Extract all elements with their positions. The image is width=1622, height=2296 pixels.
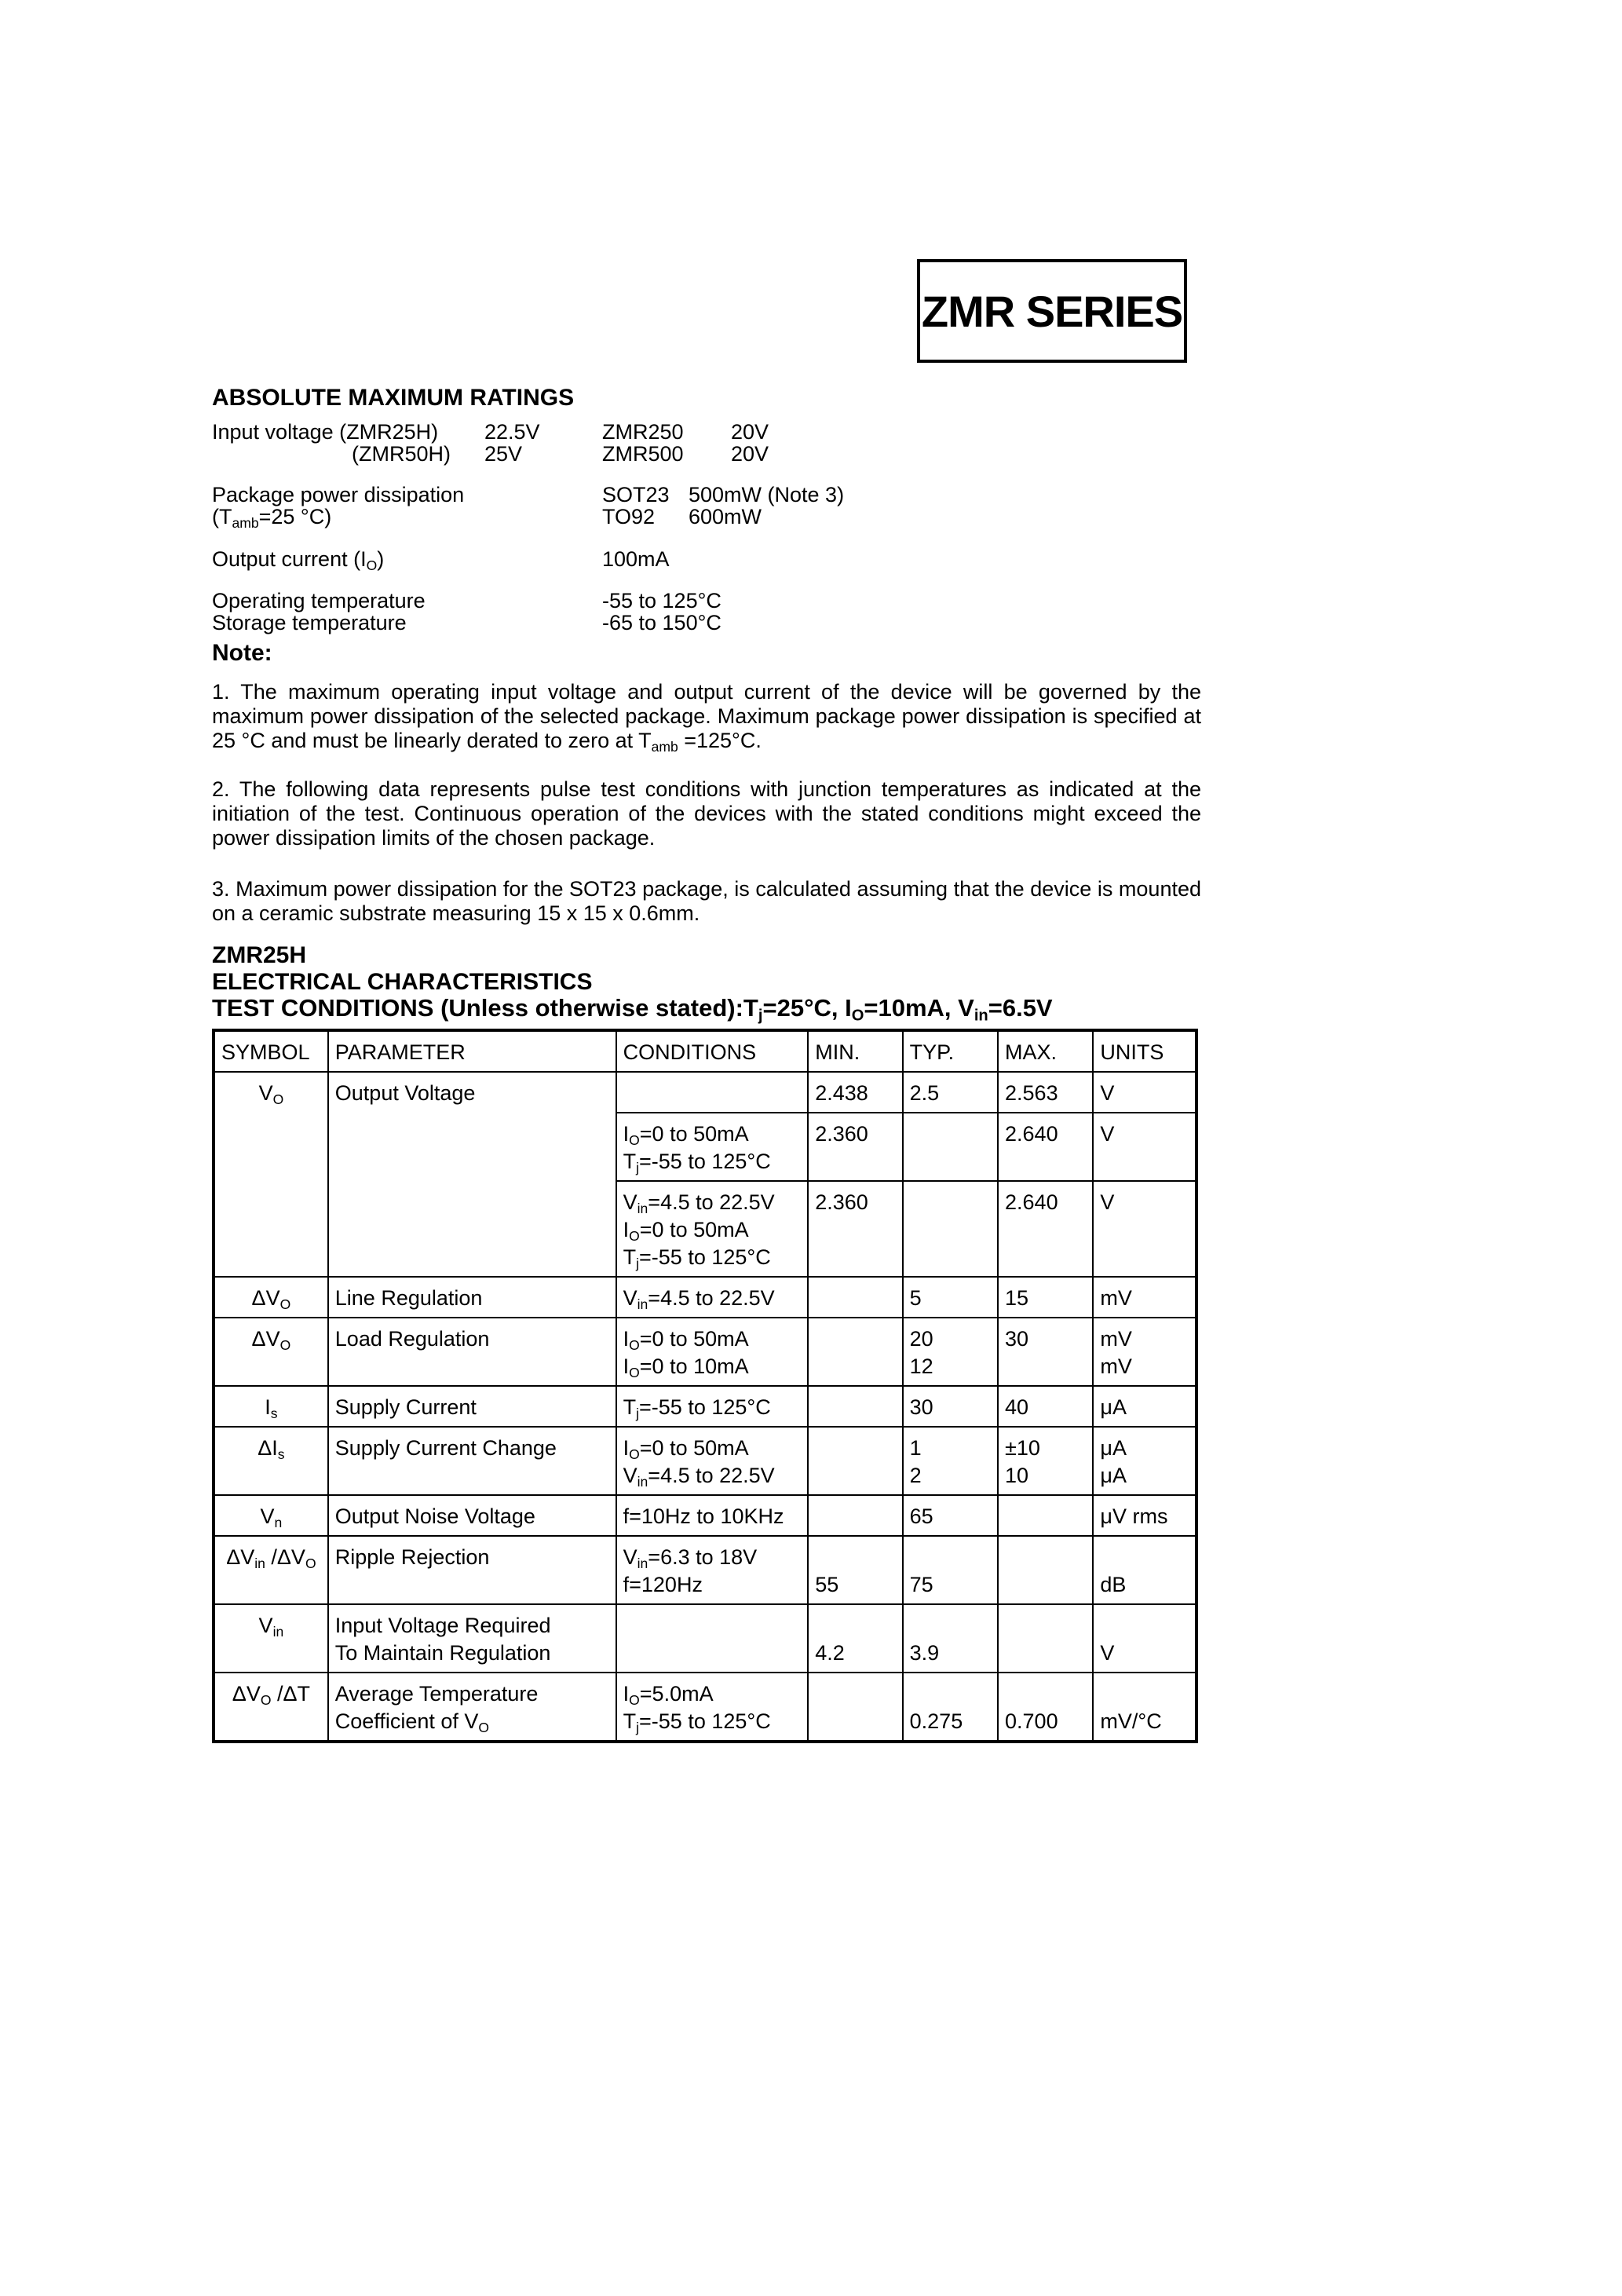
ec-table [212,1029,1198,1743]
min-cell: 4.2 [808,1604,902,1673]
unit-cell: μA μA [1093,1427,1196,1495]
abs-max-heading: ABSOLUTE MAXIMUM RATINGS [212,385,575,411]
table-row [214,1277,1196,1318]
min-cell: 2.438 [808,1072,902,1113]
max-cell: 2.640 [998,1113,1093,1181]
min-cell [808,1495,902,1536]
zmr500-value: 20V [731,442,769,466]
pkg-power-label: Package power dissipation [212,483,465,506]
col-symbol: SYMBOL [214,1030,328,1072]
to92-label: TO92 [602,505,656,528]
table-row [214,1495,1196,1536]
col-conditions: CONDITIONS [616,1030,809,1072]
typ-cell: 1 2 [903,1427,998,1495]
sot23-value: 500mW (Note 3) [689,483,845,506]
unit-cell: mV mV [1093,1318,1196,1386]
ec-heading: ELECTRICAL CHARACTERISTICS [212,969,593,995]
parameter-cell: Output Voltage [328,1072,616,1277]
conditions-cell: f=10Hz to 10KHz [616,1495,809,1536]
conditions-cell: $I_O=0$ to 50mA $T_j=-55$ to 125°C [616,1113,809,1181]
storage-temp-label: Storage temperature [212,611,407,634]
max-cell: 40 [998,1386,1093,1427]
unit-cell: V [1093,1604,1196,1673]
parameter-cell: Supply Current Change [328,1427,616,1495]
symbol-cell: $\Delta V_O$ [214,1277,328,1318]
typ-cell: 75 [903,1536,998,1604]
conditions-cell [616,1072,809,1113]
table-row [214,1072,1196,1113]
typ-cell: 3.9 [903,1604,998,1673]
min-cell: 2.360 [808,1113,902,1181]
typ-cell: 30 [903,1386,998,1427]
test-conditions: TEST CONDITIONS (Unless otherwise $stated):T_j=25^\circ C$, $I_O=10mA$, $V_{in}=6.5V$ [212,994,1053,1025]
col-parameter: PARAMETER [328,1030,616,1072]
col-typ: TYP. [903,1030,998,1072]
table-row [214,1673,1196,1742]
symbol-cell: $V_n$ [214,1495,328,1536]
min-cell: 2.360 [808,1181,902,1277]
min-cell [808,1277,902,1318]
unit-cell: mV [1093,1277,1196,1318]
series-title: ZMR SERIES [921,286,1183,336]
conditions-cell: $V_{in}=6.3$ to 18V f=120Hz [616,1536,809,1604]
input-voltage-zmr25h-value: 22.5V [484,420,540,444]
note-3: 3. Maximum power dissipation for the SOT23 package, is calculated assuming that the device is mounted on a ceramic substrate measuring 15 x 15 x 0.6mm. [212,877,1201,925]
conditions-cell: $V_{in}=4.5$ to 22.5V [616,1277,809,1318]
col-min: MIN. [808,1030,902,1072]
max-cell: 0.700 [998,1673,1093,1742]
zmr50h-value: 25V [484,442,523,466]
parameter-cell: Load Regulation [328,1318,616,1386]
max-cell [998,1604,1093,1673]
table-row [214,1318,1196,1386]
typ-cell: 65 [903,1495,998,1536]
max-cell: ±10 10 [998,1427,1093,1495]
max-cell [998,1536,1093,1604]
conditions-cell [616,1604,809,1673]
zmr250-value: 20V [731,420,769,444]
min-cell [808,1318,902,1386]
sot23-label: SOT23 [602,483,670,506]
unit-cell: V [1093,1181,1196,1277]
unit-cell: V [1093,1113,1196,1181]
typ-cell [903,1113,998,1181]
table-row [214,1604,1196,1673]
max-cell [998,1495,1093,1536]
symbol-cell: $\Delta V_{in}$ $/\Delta V_O$ [214,1536,328,1604]
to92-value: 600mW [689,505,762,528]
col-max: MAX. [998,1030,1093,1072]
conditions-cell: $I_O=0$ to 50mA $I_O=0$ to 10mA [616,1318,809,1386]
min-cell [808,1427,902,1495]
input-voltage-label: Input voltage (ZMR25H) [212,420,439,444]
parameter-cell: Average Temperature Coefficient of $V_O$ [328,1673,616,1742]
output-current-value: 100mA [602,547,670,571]
op-temp-label: Operating temperature [212,589,426,612]
max-cell: 15 [998,1277,1093,1318]
min-cell: 55 [808,1536,902,1604]
table-row [214,1386,1196,1427]
output-current-label: Output current $(I_O)$ [212,547,385,573]
op-temp-value: -55 to 125°C [602,589,721,612]
symbol-cell: $\Delta V_O$ /ΔT [214,1673,328,1742]
conditions-cell: $I_O=5.0mA$ $T_j=-55$ to 125°C [616,1673,809,1742]
table-row [214,1536,1196,1604]
pkg-power-condition: ($T_{amb}=25$ °C) [212,505,332,531]
symbol-cell: $V_O$ [214,1072,328,1277]
parameter-cell: Input Voltage Required To Maintain Regulation [328,1604,616,1673]
table-header-row [214,1030,1196,1072]
symbol-cell: $\Delta V_O$ [214,1318,328,1386]
typ-cell: 0.275 [903,1673,998,1742]
unit-cell: V [1093,1072,1196,1113]
typ-cell: 20 12 [903,1318,998,1386]
parameter-cell: Output Noise Voltage [328,1495,616,1536]
note-2: 2. The following data represents pulse test conditions with junction temperatures as indicated at the initiation of the test. Continuous operation of the devices with the stated conditions might exceed the power dissipation limits of the chosen package. [212,777,1201,850]
symbol-cell: $V_{in}$ [214,1604,328,1673]
min-cell [808,1386,902,1427]
conditions-cell: $I_O=0$ to 50mA $V_{in}=4.5$ to 22.5V [616,1427,809,1495]
unit-cell: μV rms [1093,1495,1196,1536]
note-1: 1. The maximum operating input voltage and output current of the device will be governed by the maximum power dissipation of the selected package. Maximum package power dissipation is specified at 25 °C and must be linearly derated to zero at $T_{amb} =125^\circ C$. [212,680,1201,755]
parameter-cell: Line Regulation [328,1277,616,1318]
storage-temp-value: -65 to 150°C [602,611,721,634]
max-cell: 2.563 [998,1072,1093,1113]
max-cell: 30 [998,1318,1093,1386]
parameter-cell: Ripple Rejection [328,1536,616,1604]
zmr500-label: ZMR500 [602,442,684,466]
unit-cell: mV/°C [1093,1673,1196,1742]
unit-cell: μA [1093,1386,1196,1427]
typ-cell: 5 [903,1277,998,1318]
unit-cell: dB [1093,1536,1196,1604]
conditions-cell: $V_{in}=4.5$ to 22.5V $I_O=0$ to 50mA $T_j=-55$ to 125°C [616,1181,809,1277]
symbol-cell: $I_s$ [214,1386,328,1427]
max-cell: 2.640 [998,1181,1093,1277]
series-title-box [917,259,1187,363]
conditions-cell: $T_j=-55$ to 125°C [616,1386,809,1427]
zmr50h-label: (ZMR50H) [352,442,451,466]
note-heading: Note: [212,640,272,666]
ec-part-name: ZMR25H [212,942,307,968]
typ-cell: 2.5 [903,1072,998,1113]
typ-cell [903,1181,998,1277]
min-cell [808,1673,902,1742]
table-row [214,1427,1196,1495]
symbol-cell: $\Delta I_s$ [214,1427,328,1495]
parameter-cell: Supply Current [328,1386,616,1427]
col-units: UNITS [1093,1030,1196,1072]
zmr250-label: ZMR250 [602,420,684,444]
